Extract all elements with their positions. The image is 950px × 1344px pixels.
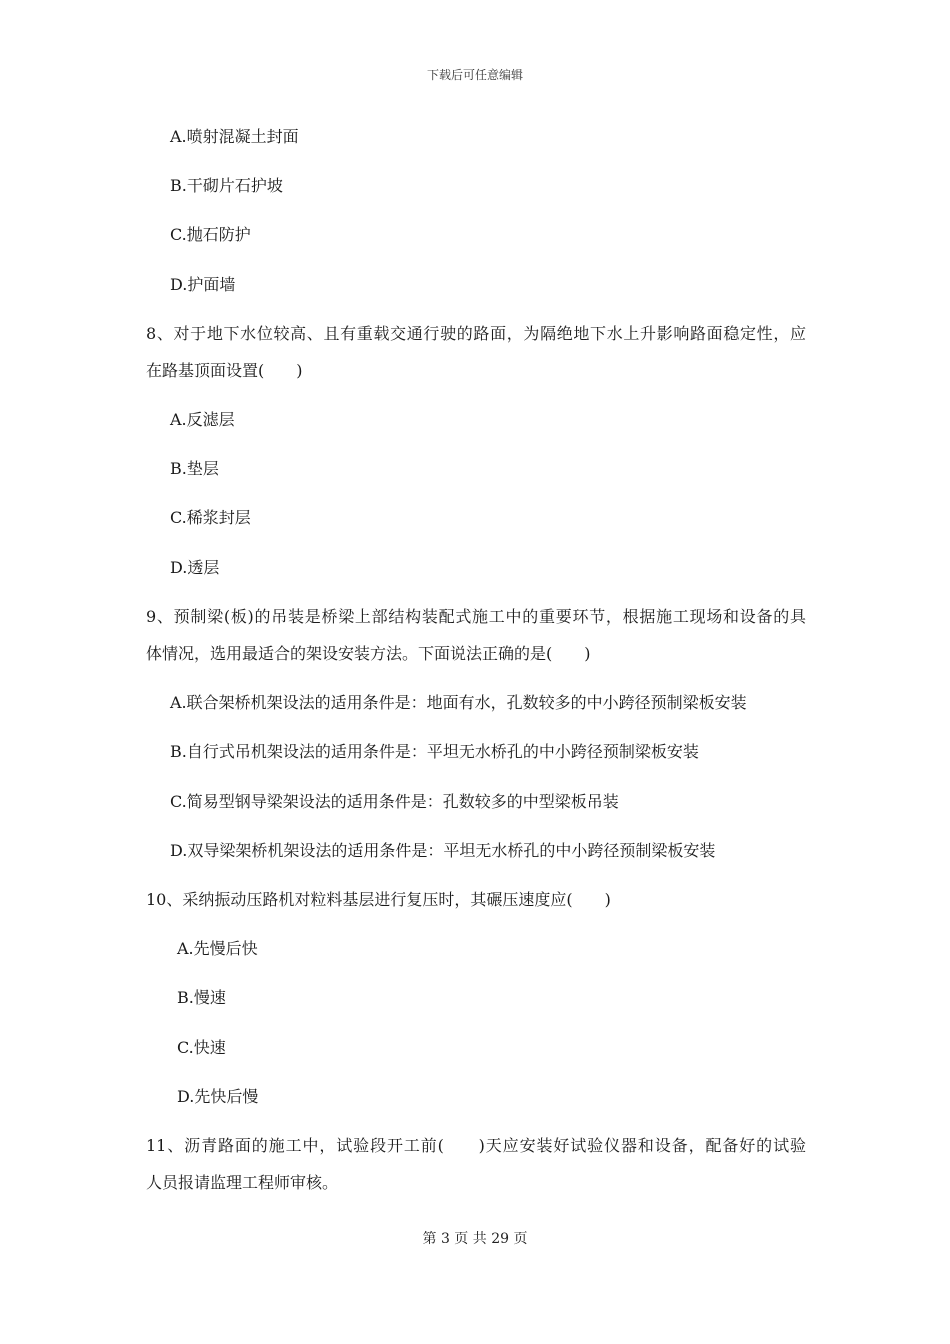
q8-option-a: A.反滤层	[170, 410, 235, 429]
q10-option-c: C.快速	[177, 1038, 226, 1057]
q7-option-a: A.喷射混凝土封面	[170, 127, 299, 146]
q11-text-line-2: 人员报请监理工程师审核。	[146, 1173, 339, 1192]
page-footer: 第 3 页 共 29 页	[422, 1231, 528, 1247]
q8-text-line-1: 8、对于地下水位较高、且有重载交通行驶的路面，为隔绝地下水上升影响路面稳定性，应	[146, 324, 806, 343]
q8-option-c: C.稀浆封层	[170, 508, 251, 527]
q11-text-line-1: 11、沥青路面的施工中，试验段开工前( )天应安装好试验仪器和设备，配备好的试验	[146, 1136, 806, 1155]
page-header: 下载后可任意编辑	[426, 68, 523, 82]
q9-text-line-1: 9、预制梁(板)的吊装是桥梁上部结构装配式施工中的重要环节，根据施工现场和设备的具	[146, 607, 806, 626]
q10-option-b: B.慢速	[177, 988, 226, 1007]
q9-option-a: A.联合架桥机架设法的适用条件是：地面有水，孔数较多的中小跨径预制梁板安装	[170, 693, 747, 712]
q9-option-b: B.自行式吊机架设法的适用条件是：平坦无水桥孔的中小跨径预制梁板安装	[170, 742, 699, 761]
q7-option-d: D.护面墙	[170, 275, 236, 294]
q10-text-line-1: 10、采纳振动压路机对粒料基层进行复压时，其碾压速度应( )	[146, 890, 611, 909]
q9-option-d: D.双导梁架桥机架设法的适用条件是：平坦无水桥孔的中小跨径预制梁板安装	[170, 841, 716, 860]
q8-text-line-2: 在路基顶面设置( )	[146, 361, 303, 380]
q7-option-c: C.抛石防护	[170, 225, 251, 244]
q10-option-d: D.先快后慢	[177, 1087, 259, 1106]
q8-option-b: B.垫层	[170, 459, 219, 478]
q8-option-d: D.透层	[170, 558, 220, 577]
q9-text-line-2: 体情况，选用最适合的架设安装方法。下面说法正确的是( )	[146, 644, 591, 663]
q7-option-b: B.干砌片石护坡	[170, 176, 283, 195]
q9-option-c: C.简易型钢导梁架设法的适用条件是：孔数较多的中型梁板吊装	[170, 792, 619, 811]
q10-option-a: A.先慢后快	[177, 939, 258, 958]
